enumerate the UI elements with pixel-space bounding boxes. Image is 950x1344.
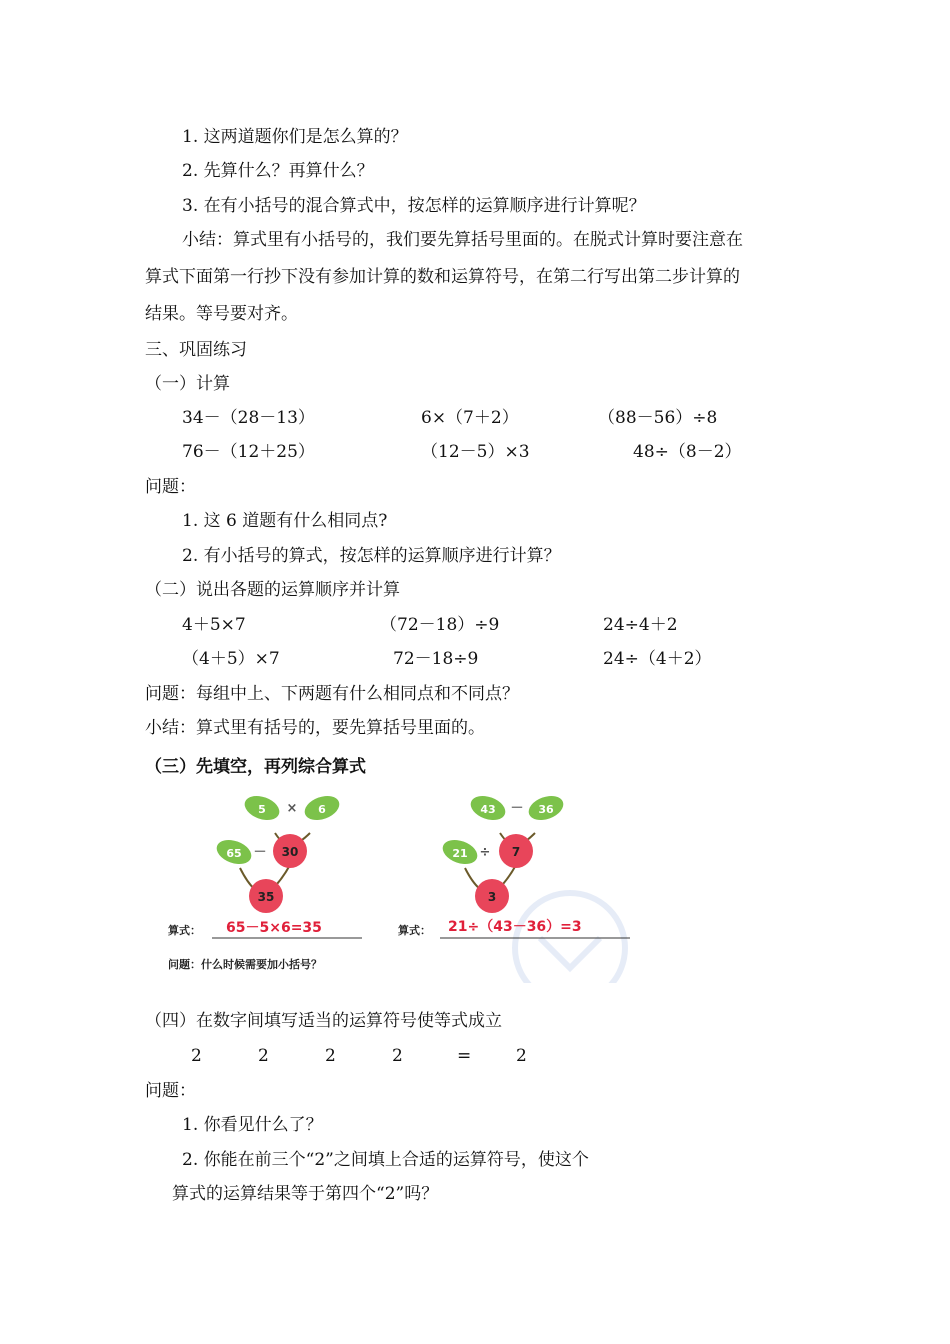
exercise-item: （72－18）÷9 (380, 615, 500, 635)
apple-tree-1 (213, 792, 342, 913)
operator-label: － (510, 801, 524, 816)
question-line: 1. 你看见什么了？ (182, 1115, 323, 1135)
equation-item: = (457, 1046, 472, 1066)
exercise-item: （88－56）÷8 (598, 408, 718, 428)
exercise-item: （4＋5）×7 (182, 649, 280, 669)
summary-line: 算式下面第一行抄下没有参加计算的数和运算符号，在第二行写出第二步计算的 (145, 267, 740, 287)
summary-line: 小结：算式里有小括号的，我们要先算括号里面的。在脱式计算时要注意在 (182, 230, 743, 250)
part2-title: （二）说出各题的运算顺序并计算 (145, 580, 400, 600)
apple-label: 35 (257, 890, 275, 904)
equation-item: 2 (516, 1046, 527, 1066)
figure-question: 问题：什么时候需要加小括号？ (168, 958, 322, 971)
exercise-item: 48÷（8－2） (633, 442, 742, 462)
equation-item: 2 (191, 1046, 202, 1066)
question-line: 问题：每组中上、下两题有什么相同点和不同点？ (145, 684, 519, 704)
formula-1: 65－5×6=35 (226, 920, 322, 936)
exercise-item: 6×（7＋2） (421, 408, 519, 428)
apple-tree-figure (150, 788, 640, 983)
exercise-item: 34－（28－13） (182, 408, 315, 428)
leaf-label: 36 (538, 803, 554, 816)
formula-2: 21÷（43－36）=3 (448, 919, 582, 935)
apple-label: 30 (281, 845, 299, 859)
operator-label: － (253, 845, 267, 860)
formula-label: 算式： (168, 924, 201, 937)
part3-title: （三）先填空，再列综合算式 (145, 757, 366, 777)
summary-line: 小结：算式里有括号的，要先算括号里面的。 (145, 718, 485, 738)
formula-label: 算式： (398, 924, 431, 937)
question-line: 算式的运算结果等于第四个“2”吗？ (172, 1184, 439, 1204)
exercise-item: 24÷4＋2 (603, 615, 678, 635)
equation-item: 2 (325, 1046, 336, 1066)
leaf-label: 21 (452, 847, 468, 860)
leaf-label: 5 (258, 803, 266, 816)
exercise-item: 76－（12＋25） (182, 442, 315, 462)
question-line: 2. 你能在前三个“2”之间填上合适的运算符号，使这个 (182, 1150, 589, 1170)
equation-item: 2 (258, 1046, 269, 1066)
summary-line: 结果。等号要对齐。 (145, 304, 298, 324)
question-line: 1. 这两道题你们是怎么算的？ (182, 127, 408, 147)
equation-item: 2 (392, 1046, 403, 1066)
operator-label: ÷ (479, 845, 491, 860)
section-title: 三、巩固练习 (145, 340, 247, 360)
questions-label: 问题： (145, 1081, 196, 1101)
question-line: 3. 在有小括号的混合算式中，按怎样的运算顺序进行计算呢？ (182, 196, 646, 216)
exercise-item: 72－18÷9 (393, 649, 479, 669)
exercise-item: 4＋5×7 (182, 615, 246, 635)
question-line: 1. 这 6 道题有什么相同点? (182, 511, 388, 531)
question-line: 2. 有小括号的算式，按怎样的运算顺序进行计算？ (182, 546, 561, 566)
questions-label: 问题： (145, 477, 196, 497)
apple-tree-illustration (150, 788, 640, 983)
question-line: 2. 先算什么？再算什么？ (182, 161, 374, 181)
part1-title: （一）计算 (145, 374, 230, 394)
operator-label: × (286, 801, 298, 816)
leaf-label: 65 (226, 847, 242, 860)
part4-title: （四）在数字间填写适当的运算符号使等式成立 (145, 1011, 502, 1031)
leaf-label: 43 (480, 803, 496, 816)
leaf-label: 6 (318, 803, 326, 816)
apple-label: 3 (487, 890, 497, 904)
exercise-item: （12－5）×3 (421, 442, 530, 462)
apple-label: 7 (511, 845, 521, 859)
exercise-item: 24÷（4＋2） (603, 649, 712, 669)
